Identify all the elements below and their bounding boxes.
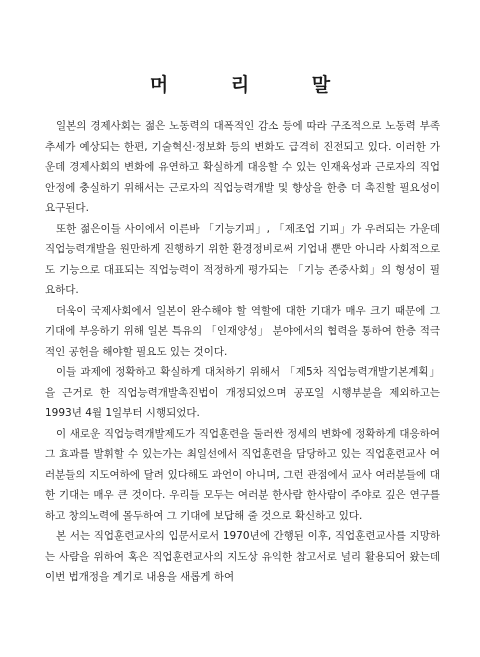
paragraph: 또한 젊은이들 사이에서 이른바 「기능기피」, 「제조업 기피」가 우려되는 가운데 직업능력개발을 원만하게 진행하기 위한 환경정비로써 기업내 뿐만 아니라 사회적으로도 기능으로 대표되는 직업능력이 적정하게 평가되는 「기능 존중사회」의 형성이 필요하다. <box>45 222 440 296</box>
paragraph: 일본의 경제사회는 젊은 노동력의 대폭적인 감소 등에 따라 구조적으로 노동력 부족 추세가 예상되는 한편, 기술혁신·정보화 등의 변화도 급격히 진전되고 있다. 이러한 가운데 경제사회의 변화에 유연하고 확실하게 대응할 수 있는 인재육성과 근로자의 직업안정에 충실하기 위해서는 근로자의 직업능력개발 및 향상을 한층 더 촉진할 필요성이 요구된다. <box>45 120 440 214</box>
page-title: 머 리 말 <box>149 74 359 96</box>
paragraph: 이들 과제에 정확하고 확실하게 대처하기 위해서 「제5차 직업능력개발기본계획」을 근거로 한 직업능력개발촉진법이 개정되었으며 공포일 시행부분을 제외하고는 1993년 4월 1일부터 시행되었다. <box>45 366 440 419</box>
paragraph: 이 새로운 직업능력개발제도가 직업훈련을 둘러싼 정세의 변화에 정확하게 대응하여 그 효과를 발휘할 수 있는가는 최일선에서 직업훈련을 담당하고 있는 직업훈련교사 여러분들의 지도여하에 달려 있다해도 과언이 아니며, 그런 관점에서 교사 여러분들에 대한 기대는 매우 큰 것이다. 우리들 모두는 여러분 한사람 한사람이 주야로 깊은 연구를 하고 창의노력에 몰두하여 그 기대에 보답해 줄 것으로 확신하고 있다. <box>45 427 440 522</box>
paragraph: 본 서는 직업훈련교사의 입문서로서 1970년에 간행된 이후, 직업훈련교사를 지망하는 사람을 위하여 혹은 직업훈련교사의 지도상 유익한 참고서로 널리 활용되어 왔는데 이번 법개정을 계기로 내용을 새롭게 하여 <box>45 530 440 583</box>
paragraph: 더욱이 국제사회에서 일본이 완수해야 할 역할에 대한 기대가 매우 크기 때문에 그 기대에 부응하기 위해 일본 특유의 「인재양성」 분야에서의 협력을 통하여 한층 적극적인 공헌을 해야할 필요도 있는 것이다. <box>45 304 440 358</box>
preface-body <box>45 116 440 588</box>
